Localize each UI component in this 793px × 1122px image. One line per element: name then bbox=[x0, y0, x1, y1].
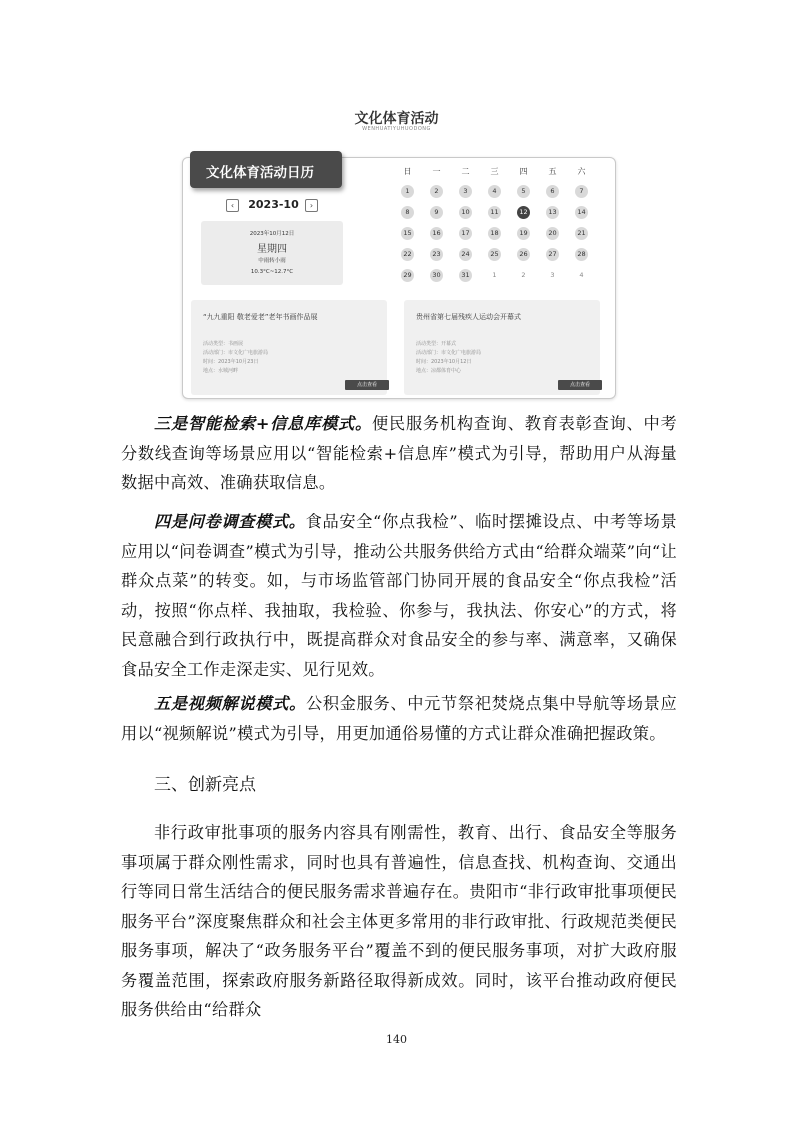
selected-day-card bbox=[201, 221, 343, 285]
paragraph-lead: 五是视频解说模式。 bbox=[154, 694, 306, 713]
paragraph-text: 便民服务机构查询、教育表彰查询、中考分数线查询等场景应用以“智能检索+信息库”模式为引导，帮助用户从海量数据中高效、准确获取信息。 bbox=[121, 414, 677, 492]
calendar-day-selected[interactable]: 12 bbox=[517, 206, 530, 219]
weekday-header: 日 bbox=[403, 167, 412, 176]
month-label: 2023-10 bbox=[248, 198, 299, 211]
calendar-day-outside[interactable]: 4 bbox=[579, 271, 584, 279]
paragraph-survey bbox=[121, 507, 677, 684]
weekday-header: 五 bbox=[548, 167, 557, 176]
calendar-day[interactable]: 17 bbox=[459, 227, 472, 240]
calendar-day[interactable]: 4 bbox=[488, 185, 501, 198]
weather-text: 中雨转小雨 bbox=[258, 258, 286, 264]
temperature-range: 10.3°C~12.7°C bbox=[250, 269, 294, 275]
calendar-day[interactable]: 1 bbox=[401, 185, 414, 198]
calendar-day[interactable]: 22 bbox=[401, 248, 414, 261]
event-place: 地点：凉都体育中心 bbox=[416, 368, 462, 374]
figure-subtitle: WENHUATIYUHUODONG bbox=[362, 126, 431, 132]
weekday-header: 四 bbox=[519, 167, 528, 176]
chevron-right-icon[interactable]: › bbox=[305, 199, 318, 212]
event-dept: 活动部门：市文化广电旅游局 bbox=[203, 350, 269, 356]
calendar-day[interactable]: 21 bbox=[575, 227, 588, 240]
calendar-day[interactable]: 29 bbox=[401, 269, 414, 282]
paragraph-text: 公积金服务、中元节祭祀焚烧点集中导航等场景应用以“视频解说”模式为引导，用更加通俗易懂的方式让群众准确把握政策。 bbox=[121, 694, 677, 743]
calendar-day[interactable]: 20 bbox=[546, 227, 559, 240]
calendar-day[interactable]: 8 bbox=[401, 206, 414, 219]
calendar-day[interactable]: 14 bbox=[575, 206, 588, 219]
paragraph-video bbox=[121, 689, 677, 748]
event-time: 时间：2023年10月12日 bbox=[416, 359, 472, 365]
calendar-day[interactable]: 30 bbox=[430, 269, 443, 282]
weekday-header: 一 bbox=[432, 167, 441, 176]
paragraph-smart-search bbox=[121, 409, 677, 498]
paragraph-lead: 四是问卷调查模式。 bbox=[154, 512, 306, 531]
chevron-left-icon[interactable]: ‹ bbox=[226, 199, 239, 212]
view-event-button[interactable]: 点击查看 bbox=[558, 380, 602, 390]
section-heading: 三、创新亮点 bbox=[154, 775, 256, 795]
banner-title: 文化体育活动日历 bbox=[206, 165, 314, 181]
calendar-day[interactable]: 26 bbox=[517, 248, 530, 261]
calendar-day[interactable]: 25 bbox=[488, 248, 501, 261]
calendar-day[interactable]: 24 bbox=[459, 248, 472, 261]
month-navigator bbox=[224, 198, 319, 214]
event-title: 贵州省第七届残疾人运动会开幕式 bbox=[416, 313, 521, 321]
calendar-day[interactable]: 16 bbox=[430, 227, 443, 240]
event-time: 时间：2023年10月23日 bbox=[203, 359, 259, 365]
calendar-day[interactable]: 10 bbox=[459, 206, 472, 219]
page-number: 140 bbox=[386, 1033, 407, 1046]
calendar-day[interactable]: 28 bbox=[575, 248, 588, 261]
calendar-day-outside[interactable]: 2 bbox=[521, 271, 526, 279]
calendar-day[interactable]: 5 bbox=[517, 185, 530, 198]
calendar-day[interactable]: 2 bbox=[430, 185, 443, 198]
calendar-day[interactable]: 7 bbox=[575, 185, 588, 198]
view-event-button[interactable]: 点击查看 bbox=[345, 380, 389, 390]
calendar-day[interactable]: 18 bbox=[488, 227, 501, 240]
calendar-day[interactable]: 27 bbox=[546, 248, 559, 261]
calendar-day[interactable]: 3 bbox=[459, 185, 472, 198]
weekday-header: 六 bbox=[577, 167, 586, 176]
weekday-header: 二 bbox=[461, 167, 470, 176]
calendar-day[interactable]: 11 bbox=[488, 206, 501, 219]
event-title: “九九重阳 敬老爱老”老年书画作品展 bbox=[203, 313, 318, 321]
event-type: 活动类型：书画展 bbox=[203, 341, 244, 347]
calendar-day[interactable]: 23 bbox=[430, 248, 443, 261]
figure-title: 文化体育活动 bbox=[354, 111, 439, 127]
calendar-banner bbox=[190, 151, 342, 188]
event-type: 活动类型：开幕式 bbox=[416, 341, 457, 347]
paragraph-highlights bbox=[121, 818, 677, 1025]
event-card[interactable] bbox=[191, 300, 387, 395]
calendar-day[interactable]: 13 bbox=[546, 206, 559, 219]
calendar-day[interactable]: 6 bbox=[546, 185, 559, 198]
selected-weekday: 星期四 bbox=[257, 244, 287, 255]
paragraph-text: 非行政审批事项的服务内容具有刚需性，教育、出行、食品安全等服务事项属于群众刚性需求，同时也具有普遍性，信息查找、机构查询、交通出行等同日常生活结合的便民服务需求普遍存在。贵阳市“非行政审批事项便民服务平台”深度聚焦群众和社会主体更多常用的非行政审批、行政规范类便民服务事项，解决了“政务服务平台”覆盖不到的便民服务事项，对扩大政府服务覆盖范围，探索政府服务新路径取得新成效。同时，该平台推动政府便民服务供给由“给群众 bbox=[121, 823, 677, 1019]
calendar-day[interactable]: 9 bbox=[430, 206, 443, 219]
calendar-day[interactable]: 31 bbox=[459, 269, 472, 282]
event-place: 地点：水城河畔 bbox=[203, 368, 239, 374]
event-dept: 活动部门：市文化广电旅游局 bbox=[416, 350, 482, 356]
paragraph-text: 食品安全“你点我检”、临时摆摊设点、中考等场景应用以“问卷调查”模式为引导，推动公共服务供给方式由“给群众端菜”向“让群众点菜”的转变。如，与市场监管部门协同开展的食品安全“你点我检”活动，按照“你点样、我抽取，我检验、你参与，我执法、你安心”的方式，将民意融合到行政执行中，既提高群众对食品安全的参与率、满意率，又确保食品安全工作走深走实、见行见效。 bbox=[121, 512, 678, 679]
weekday-header: 三 bbox=[490, 167, 499, 176]
calendar-day[interactable]: 19 bbox=[517, 227, 530, 240]
paragraph-lead: 三是智能检索+信息库模式。 bbox=[154, 414, 372, 433]
calendar-day-outside[interactable]: 1 bbox=[492, 271, 497, 279]
calendar-day[interactable]: 15 bbox=[401, 227, 414, 240]
selected-date: 2023年10月12日 bbox=[249, 231, 295, 237]
event-card[interactable] bbox=[404, 300, 600, 395]
calendar-day-outside[interactable]: 3 bbox=[550, 271, 555, 279]
